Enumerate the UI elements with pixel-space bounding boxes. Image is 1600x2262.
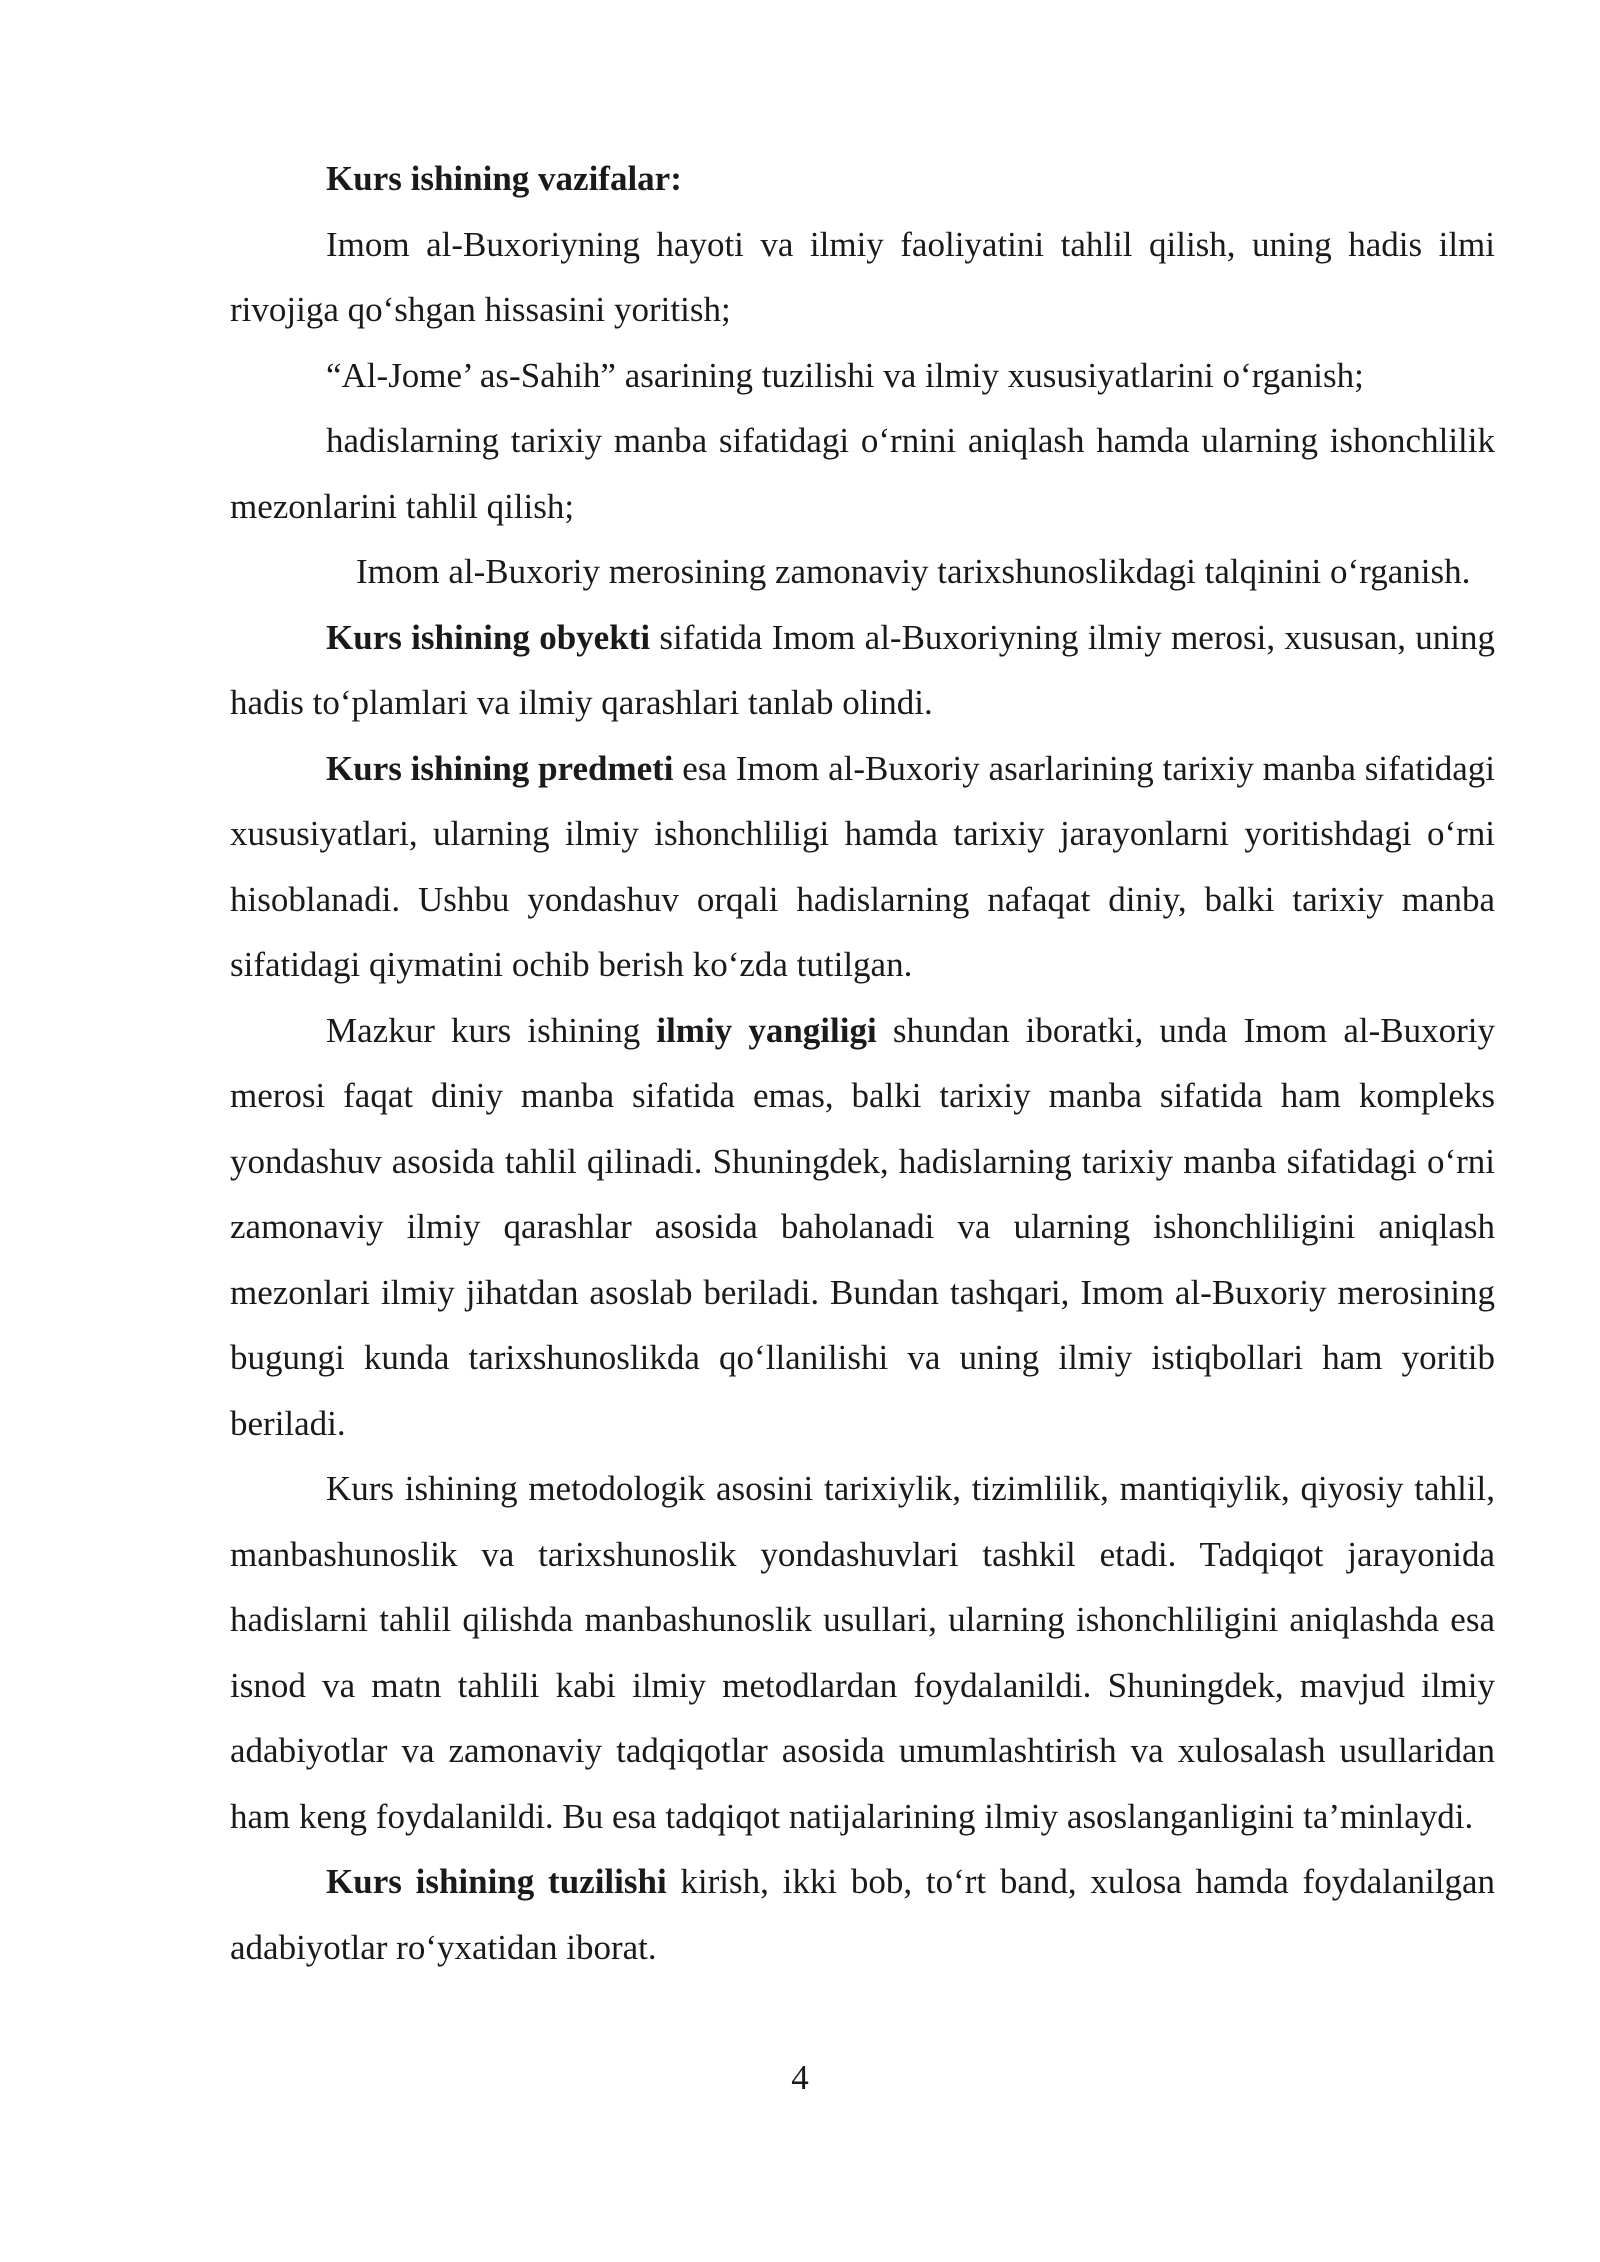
object-paragraph (230, 605, 1495, 736)
structure-text: kirish, ikki bob, to‘rt band, xulosa hamda foydalanilgan adabiyotlar ro‘yxatidan iborat. (230, 1862, 1495, 1967)
subject-paragraph (230, 736, 1495, 998)
methodology-paragraph: Kurs ishining metodologik asosini tarixiylik, tizimlilik, mantiqiylik, qiyosiy tahlil, manbashunoslik va tarixshunoslik yondashuvlari tashkil etadi. Tadqiqot jarayonida hadislarni tahlil qilishda manbashunoslik usullari, ularning ishonchliligini aniqlashda esa isnod va matn tahlili kabi ilmiy metodlardan foydalanildi. Shuningdek, mavjud ilmiy adabiyotlar va zamonaviy tadqiqotlar asosida umumlashtirish va xulosalash usullaridan ham keng foydalanildi. Bu esa tadqiqot natijalarining ilmiy asoslanganligini ta’minlaydi. (230, 1469, 1495, 1836)
subject-text: esa Imom al-Buxoriy asarlarining tarixiy manba sifatidagi xususiyatlari, ularning ilmiy ishonchliligi hamda tarixiy jarayonlarni yoritishdagi o‘rni hisoblanadi. Ushbu yondashuv orqali hadislarning nafaqat diniy, balki tarixiy manba sifatidagi qiymatini ochib berish ko‘zda tutilgan. (230, 748, 1495, 984)
object-label: Kurs ishining obyekti (326, 617, 651, 657)
task-paragraph: Imom al-Buxoriy merosining zamonaviy tarixshunoslikdagi talqinini o‘rganish. (356, 552, 1471, 591)
structure-label: Kurs ishining tuzilishi (326, 1862, 667, 1901)
novelty-paragraph (230, 998, 1495, 1457)
task-paragraph: hadislarning tarixiy manba sifatidagi o‘rnini aniqlash hamda ularning ishonchlilik mezonlarini tahlil qilish; (230, 421, 1495, 526)
document-page (230, 146, 1495, 1980)
task-paragraph: “Al-Jome’ as-Sahih” asarining tuzilishi va ilmiy xususiyatlarini o‘rganish; (326, 355, 1364, 395)
section-heading: Kurs ishining vazifalar: (326, 159, 682, 198)
novelty-lead: Mazkur kurs ishining (326, 1010, 657, 1050)
page-number: 4 (791, 2058, 809, 2097)
task-paragraph: Imom al-Buxoriyning hayoti va ilmiy faoliyatini tahlil qilish, uning hadis ilmi rivojiga qo‘shgan hissasini yoritish; (230, 224, 1495, 329)
object-text: sifatida Imom al-Buxoriyning ilmiy merosi, xususan, uning hadis to‘plamlari va ilmiy qarashlari tanlab olindi. (230, 617, 1495, 722)
subject-label: Kurs ishining predmeti (326, 748, 674, 788)
novelty-label: ilmiy yangiligi (656, 1010, 877, 1050)
novelty-text: shundan iboratki, unda Imom al-Buxoriy merosi faqat diniy manba sifatida emas, balki tarixiy manba sifatida ham kompleks yondashuv asosida tahlil qilinadi. Shuningdek, hadislarning tarixiy manba sifatidagi o‘rni zamonaviy ilmiy qarashlar asosida baholanadi va ularning ishonchliligini aniqlash mezonlari ilmiy jihatdan asoslab beriladi. Bundan tashqari, Imom al-Buxoriy merosining bugungi kunda tarixshunoslikda qo‘llanilishi va uning ilmiy istiqbollari ham yoritib beriladi. (230, 1010, 1495, 1443)
structure-paragraph (230, 1849, 1495, 1980)
